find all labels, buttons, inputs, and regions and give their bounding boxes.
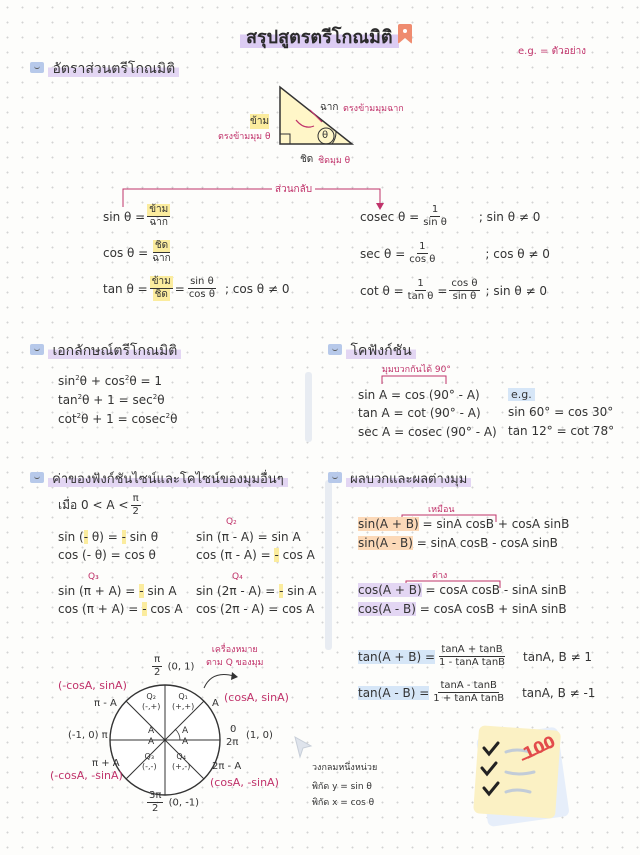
cos-diff-lhs: cos(A - B)	[358, 602, 416, 616]
cond-den: 2	[132, 506, 139, 517]
face-icon	[30, 344, 44, 355]
sq: 2	[77, 393, 83, 401]
tan-fraction-2	[187, 276, 217, 301]
tan-den-2: cos θ	[188, 289, 215, 300]
checklist-icon	[462, 718, 574, 828]
g3-1b: sin A	[147, 584, 177, 598]
neg-cos: cos (- θ) = cos θ	[58, 548, 156, 562]
sq: 2	[165, 412, 171, 420]
q4: Q₄	[176, 752, 186, 761]
sec-fraction	[407, 241, 437, 266]
pi-minus-cos	[196, 548, 315, 562]
bookmark-icon	[398, 24, 412, 44]
identity-heading-text: เอกลักษณ์ตรีโกณมิติ	[48, 343, 181, 359]
page-title	[240, 22, 399, 51]
top-fraction	[152, 654, 162, 679]
sin-sum	[358, 517, 569, 531]
bottom-point: (0, -1)	[168, 797, 200, 809]
neg-sign: -	[142, 602, 147, 616]
eg-note: e.g. = ตัวอย่าง	[518, 46, 587, 57]
face-icon	[30, 62, 44, 73]
two-pi-minus-sin	[196, 584, 316, 598]
cot-den: tan θ	[407, 291, 434, 302]
pi-plus-a: π + A	[92, 758, 120, 769]
g4-1a: sin (2π - A) =	[196, 584, 276, 598]
bottom-fraction	[147, 790, 163, 815]
q3-signs: (-,-)	[142, 762, 157, 771]
cofunction-heading-text: โคฟังก์ชัน	[346, 343, 415, 359]
top-point: (0, 1)	[167, 661, 195, 673]
sec-num: 1	[419, 241, 426, 252]
neg-sign: -	[279, 584, 284, 598]
sin-diff-rhs: = sinA cosB - cosA sinB	[416, 536, 558, 550]
identity-heading	[30, 340, 181, 362]
top-den: 2	[154, 667, 161, 678]
pi-plus-sin	[58, 584, 177, 598]
sign-note-1: เครื่องหมาย	[211, 645, 258, 655]
identity-2c: θ	[157, 393, 165, 407]
divider-bar	[325, 480, 332, 650]
cofunction-heading	[328, 340, 416, 362]
q2-signs: (-,+)	[142, 702, 161, 711]
two-pi-minus-cos: cos (2π - A) = cos A	[196, 602, 315, 616]
angle-a-label: A	[148, 726, 155, 736]
identity-1a: sin	[58, 374, 76, 388]
cofunction-line-1: sin A = cos (90° - A)	[358, 388, 480, 402]
unit-circle-diagram	[105, 680, 225, 800]
tan-cond: ; cos θ ≠ 0	[224, 281, 290, 296]
tan-sum	[358, 644, 592, 669]
sin-num: ข้าม	[149, 204, 169, 215]
cosec-lhs: cosec θ =	[360, 209, 420, 224]
cosec-den: sin θ	[423, 217, 447, 228]
q4-tag: Q₄	[232, 572, 243, 582]
cofunction-bracket	[380, 374, 450, 386]
neg-sign: -	[83, 530, 89, 544]
q1-signs: (+,+)	[172, 702, 195, 711]
sin-lhs: sin θ =	[103, 209, 146, 224]
tan-sum-lhs: tan(A + B) =	[358, 649, 436, 664]
other-angles-heading-text: ค่าของฟังก์ชันไซน์และโคไซน์ของมุมอื่นๆ	[48, 472, 288, 487]
divider-bar	[305, 372, 312, 442]
g2-2a: cos (π - A) =	[196, 548, 271, 562]
sec-cond: ; cos θ ≠ 0	[485, 246, 550, 261]
face-icon	[328, 344, 342, 355]
cosec-cond: ; sin θ ≠ 0	[478, 209, 541, 224]
unit-circle-x: พิกัด x = cos θ	[312, 798, 375, 808]
pi-minus-a: π - A	[94, 698, 117, 709]
tan-sum-fraction	[437, 644, 507, 669]
face-icon	[328, 472, 342, 483]
g1-1b: θ) =	[91, 530, 118, 544]
sum-diff-heading	[328, 468, 471, 489]
sin-formula	[103, 204, 172, 229]
cosec-fraction	[421, 204, 449, 229]
unit-circle-y: พิกัด y = sin θ	[312, 782, 372, 792]
angle-condition-fraction	[130, 493, 140, 518]
cot-lhs: cot θ =	[360, 283, 404, 298]
angle-a-label: A	[148, 737, 155, 747]
bot-den: 2	[152, 803, 159, 814]
identity-1c: θ = 1	[129, 374, 163, 388]
cond-num: π	[132, 493, 139, 504]
cot-formula	[360, 278, 547, 303]
left-point: (-1, 0) π	[68, 730, 108, 741]
q4-signs: (+,-)	[172, 762, 191, 771]
cos-sum-rhs: = cosA cosB - sinA sinB	[425, 583, 567, 597]
tri-hyp-label: ฉาก	[320, 102, 339, 113]
q2-label	[142, 692, 160, 712]
identity-line-3	[58, 412, 177, 426]
identity-1b: θ + cos	[79, 374, 125, 388]
sum-diff-heading-text: ผลบวกและผลต่างมุม	[346, 472, 471, 487]
bl-coord: (-cosA, -sinA)	[50, 769, 123, 782]
cos-diff-rhs: = cosA cosB + sinA sinB	[419, 602, 567, 616]
identity-3c: θ	[170, 412, 178, 426]
right-point: (1, 0)	[246, 730, 273, 741]
g4-1b: sin A	[287, 584, 317, 598]
g1-1c: sin θ	[129, 530, 159, 544]
sin-sum-rhs: = sinA cosB + cosA sinB	[422, 517, 570, 531]
cot-cond: ; sin θ ≠ 0	[485, 283, 548, 298]
neg-sign: -	[274, 548, 279, 562]
sin-den: ฉาก	[149, 217, 168, 228]
two-pi-minus-a: 2π - A	[212, 761, 242, 772]
tan-diff-cond: tanA, B ≠ -1	[522, 685, 596, 700]
svg-text:100: 100	[519, 731, 559, 764]
identity-2a: tan	[58, 393, 78, 407]
sin-sum-lhs: sin(A + B)	[358, 517, 419, 531]
tan-lhs: tan θ =	[103, 281, 148, 296]
q2-tag: Q₂	[226, 517, 237, 527]
cos-sum-lhs: cos(A + B)	[358, 583, 422, 597]
identity-line-1	[58, 374, 162, 388]
cofunction-line-2: tan A = cot (90° - A)	[358, 406, 481, 420]
q3-label	[142, 752, 157, 772]
identity-3a: cot	[58, 412, 77, 426]
cos-fraction	[150, 240, 172, 265]
theta-label: θ	[322, 130, 329, 141]
cos-sum	[358, 583, 567, 597]
tan-den: ชิด	[154, 289, 168, 300]
cos-formula	[103, 240, 175, 265]
angle-condition-text: เมื่อ 0 < A <	[58, 498, 129, 512]
identity-2b: θ + 1 = sec	[82, 393, 153, 407]
quadrant-a-label: A	[212, 698, 219, 709]
sec-lhs: sec θ =	[360, 246, 406, 261]
top-num: π	[154, 654, 161, 665]
tr-coord: (cosA, sinA)	[224, 691, 289, 704]
other-angles-heading	[30, 468, 288, 489]
sq: 2	[124, 374, 130, 382]
face-icon	[30, 472, 44, 483]
page-title-text: สรุปสูตรตรีโกณมิติ	[240, 27, 399, 48]
sign-note	[206, 644, 263, 670]
tri-hyp-sub: ตรงข้ามมุมฉาก	[343, 104, 404, 114]
angle-a-label: A	[182, 737, 189, 747]
unit-circle-title: วงกลมหนึ่งหน่วย	[312, 763, 378, 773]
q1: Q₁	[178, 692, 188, 701]
q3: Q₃	[144, 752, 155, 761]
cot-num: 1	[417, 278, 424, 289]
tan-formula	[103, 276, 289, 301]
tan-sum-den: 1 - tanA tanB	[439, 657, 506, 668]
sin-diff	[358, 536, 558, 550]
tan-fraction	[150, 276, 173, 301]
q3-tag: Q₃	[88, 572, 99, 582]
reciprocal-label: ส่วนกลับ	[272, 182, 315, 197]
angle-condition	[58, 493, 143, 518]
cos-lhs: cos θ =	[103, 245, 149, 260]
pointer-arrow-icon	[292, 734, 314, 760]
cofunction-eg: e.g.	[508, 388, 535, 401]
tan-diff-num: tanA - tanB	[440, 680, 497, 691]
cos-den: ฉาก	[152, 253, 171, 264]
tan-sum-num: tanA + tanB	[441, 644, 503, 655]
diff-note: ต่าง	[432, 571, 448, 581]
tan-diff-lhs: tan(A - B) =	[358, 685, 430, 700]
cofunction-example-2: tan 12° = cot 78°	[508, 424, 615, 438]
zero-label: 0	[230, 724, 237, 735]
tan-eq: =	[174, 281, 185, 296]
sq: 2	[76, 412, 82, 420]
two-pi-label: 2π	[226, 737, 239, 748]
sin-fraction	[147, 204, 170, 229]
tri-opp-label: ข้าม	[250, 116, 270, 127]
cos-diff	[358, 602, 567, 616]
cofunction-note: มุมบวกกันได้ 90°	[382, 365, 451, 375]
sq: 2	[75, 374, 80, 382]
sec-den: cos θ	[409, 254, 436, 265]
g2-2b: cos A	[282, 548, 315, 562]
sin-diff-lhs: sin(A - B)	[358, 536, 413, 550]
tan-num: ข้าม	[151, 276, 171, 287]
cot-eq: =	[437, 283, 448, 298]
cosec-formula	[360, 204, 540, 229]
cosec-num: 1	[431, 204, 439, 215]
cofunction-example-1: sin 60° = cos 30°	[508, 405, 614, 419]
right-triangle-diagram	[270, 82, 360, 152]
q1-label	[172, 692, 194, 712]
cos-num: ชิด	[154, 240, 169, 251]
q4-label	[172, 752, 190, 772]
tan-diff-den: 1 + tanA tanB	[433, 693, 505, 704]
tri-adj-sub: ชิดมุม θ	[318, 156, 351, 166]
same-note: เหมือน	[428, 505, 455, 515]
g3-2b: cos A	[150, 602, 183, 616]
tl-coord: (-cosA, sinA)	[58, 679, 127, 692]
identity-line-2	[58, 393, 165, 407]
cot-num-2: cos θ	[451, 278, 478, 289]
neg-sin	[58, 530, 158, 544]
ratio-heading	[30, 58, 179, 80]
sq: 2	[152, 393, 158, 401]
tan-num-2: sin θ	[190, 276, 214, 287]
curved-arrow	[200, 668, 240, 692]
cofunction-line-3: sec A = cosec (90° - A)	[358, 425, 497, 439]
tri-adj-label: ชิด	[300, 154, 314, 165]
ratio-heading-text: อัตราส่วนตรีโกณมิติ	[48, 61, 179, 77]
pi-minus-sin: sin (π - A) = sin A	[196, 530, 301, 544]
br-coord: (cosA, -sinA)	[210, 776, 279, 789]
tan-diff-fraction	[431, 680, 506, 705]
angle-a-label: A	[182, 726, 189, 736]
cot-den-2: sin θ	[452, 291, 477, 302]
g3-2a: cos (π + A) =	[58, 602, 139, 616]
neg-sign: -	[121, 530, 126, 544]
tan-sum-cond: tanA, B ≠ 1	[523, 649, 593, 664]
sec-formula	[360, 241, 550, 266]
bottom-frac	[145, 790, 199, 815]
pi-plus-cos	[58, 602, 183, 616]
g1-1a: sin (	[58, 530, 84, 544]
tri-opp-sub: ตรงข้ามมุม θ	[218, 132, 271, 142]
cot-fraction-2	[449, 278, 479, 303]
tan-diff	[358, 680, 595, 705]
sign-note-2: ตาม Q ของมุม	[206, 658, 264, 668]
neg-sign: -	[139, 584, 144, 598]
bot-num: 3π	[149, 790, 162, 801]
q2: Q₂	[146, 692, 156, 701]
top-frac	[150, 654, 194, 679]
g3-1a: sin (π + A) =	[58, 584, 136, 598]
cot-fraction	[406, 278, 436, 303]
identity-3b: θ + 1 = cosec	[81, 412, 166, 426]
